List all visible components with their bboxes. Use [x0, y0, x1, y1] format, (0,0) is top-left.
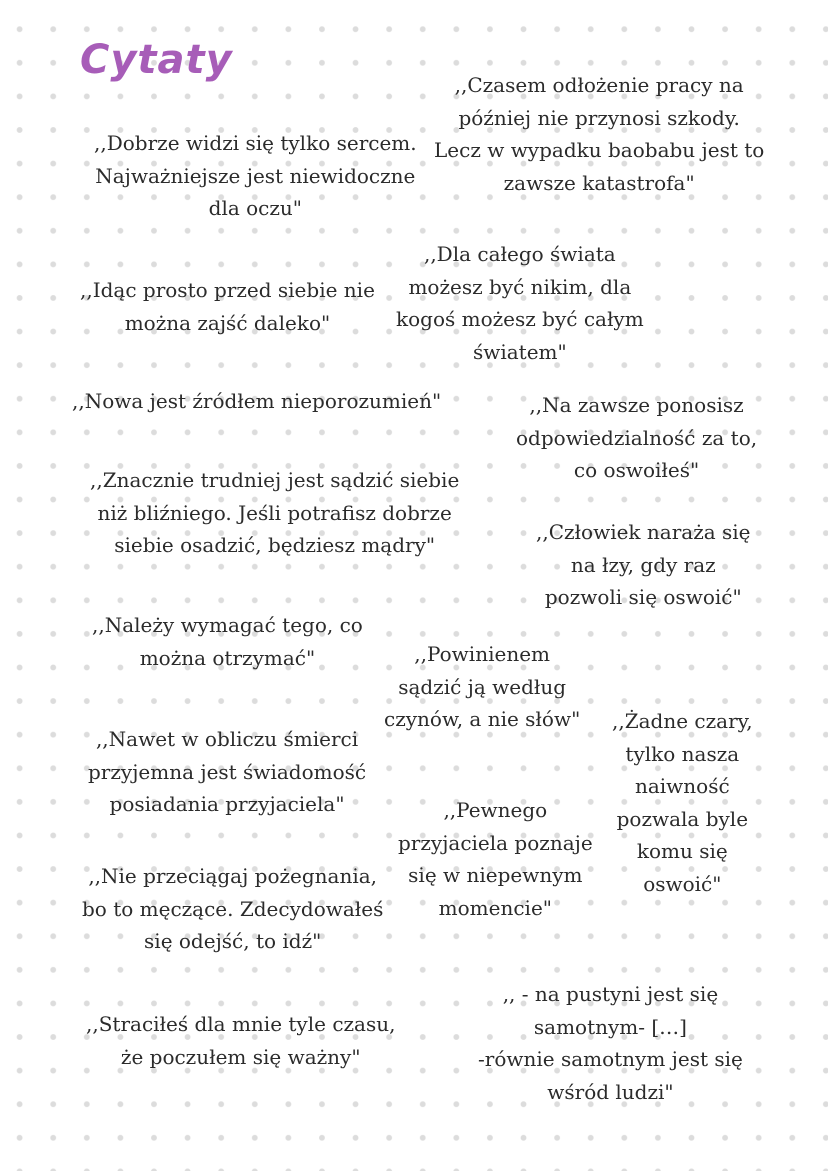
quote-line: ,,Człowiek naraża się: [536, 520, 751, 544]
quote-line: momencie": [438, 895, 552, 920]
quote-line: się w niepewnym: [408, 863, 583, 887]
quote-line: ,,Dla całego świata: [423, 242, 616, 266]
quote-line: możesz być nikim, dla: [408, 274, 632, 299]
quote-line: sądzić ją według: [398, 674, 567, 699]
quote-demand: [92, 609, 363, 674]
quote-line: przyjemna jest świadomość: [88, 759, 367, 784]
quote-line: dla oczu": [208, 196, 302, 220]
quote-line: ,,Dobrze widzi się tylko sercem.: [94, 131, 417, 155]
quote-line: przyjaciela poznaje: [398, 830, 593, 855]
quote-line: niż bliźniego. Jeśli potrafisz dobrze: [97, 500, 452, 525]
quote-line: oswoić": [643, 871, 722, 896]
quote-line: ,,Żadne czary,: [612, 709, 753, 733]
quote-line: -równie samotnym jest się: [478, 1047, 743, 1071]
quote-line: pozwala byle: [616, 806, 749, 831]
quote-line: komu się: [636, 839, 728, 863]
quote-heart: [94, 127, 417, 225]
quote-line: można otrzymać": [139, 645, 316, 670]
quote-line: tylko nasza: [625, 741, 740, 766]
quote-line: siebie osadzić, będziesz mądry": [114, 533, 436, 557]
quote-line: naiwność: [634, 774, 730, 798]
quote-line: ,,Idąc prosto przed siebie nie: [80, 278, 375, 302]
quote-desert: [478, 978, 743, 1108]
quote-line: ,,Nowa jest źródłem nieporozumień": [72, 389, 442, 413]
quote-line: pozwoli się oswoić": [544, 585, 742, 609]
quote-whole-world: [396, 238, 644, 368]
quote-responsibility: [516, 389, 757, 487]
quote-judge-yourself: [90, 464, 459, 562]
quote-line: samotnym- […]: [533, 1014, 687, 1039]
quote-line: ,,Znacznie trudniej jest sądzić siebie: [90, 468, 460, 492]
quote-line: wśród ludzi": [547, 1079, 674, 1104]
quote-line: co oswoiłeś": [573, 458, 700, 482]
quote-line: ,,Na zawsze ponosisz: [529, 393, 744, 417]
quote-no-magic: [612, 705, 753, 900]
quote-line: czynów, a nie słów": [384, 707, 581, 731]
quote-line: ,,Należy wymagać tego, co: [92, 613, 363, 637]
quote-true-friend: [398, 794, 593, 924]
quote-line: później nie przynosi szkody.: [458, 105, 740, 130]
quote-wasted-time: [86, 1008, 395, 1073]
quote-line: na łzy, gdy raz: [570, 552, 716, 577]
quote-tears: [536, 516, 751, 614]
quote-line: posiadania przyjaciela": [109, 792, 345, 816]
quote-line: Lecz w wypadku baobabu jest to: [434, 138, 765, 162]
quote-line: bo to męczące. Zdecydowałeś: [82, 896, 384, 921]
page-title: Cytaty: [80, 37, 233, 83]
quote-line: odpowiedzialność za to,: [516, 425, 758, 450]
quote-line: ,,Straciłeś dla mnie tyle czasu,: [86, 1012, 396, 1036]
quote-line: ,, - na pustyni jest się: [502, 982, 719, 1006]
quote-friend-death: [88, 723, 366, 821]
quote-farewell: [82, 860, 383, 958]
quote-line: że poczułem się ważny": [120, 1044, 361, 1069]
quote-speech: [72, 385, 441, 418]
quote-line: Najważniejsze jest niewidoczne: [95, 163, 416, 188]
quote-line: ,,Pewnego: [443, 798, 548, 822]
quote-line: ,,Powinienem: [414, 642, 550, 666]
quote-straight-ahead: [80, 274, 375, 339]
quote-line: kogoś możesz być całym: [396, 307, 644, 331]
quote-line: można zajść daleko": [124, 310, 331, 335]
quote-line: zawsze katastrofa": [503, 170, 695, 195]
quote-line: światem": [472, 339, 567, 364]
quote-line: ,,Czasem odłożenie pracy na: [454, 73, 744, 97]
quote-line: ,,Nawet w obliczu śmierci: [95, 727, 359, 751]
quote-line: się odejść, to idź": [144, 929, 322, 953]
quote-deeds: [384, 638, 580, 736]
quote-line: ,,Nie przeciągaj pożegnania,: [88, 864, 378, 888]
quote-baobab: [434, 69, 764, 199]
